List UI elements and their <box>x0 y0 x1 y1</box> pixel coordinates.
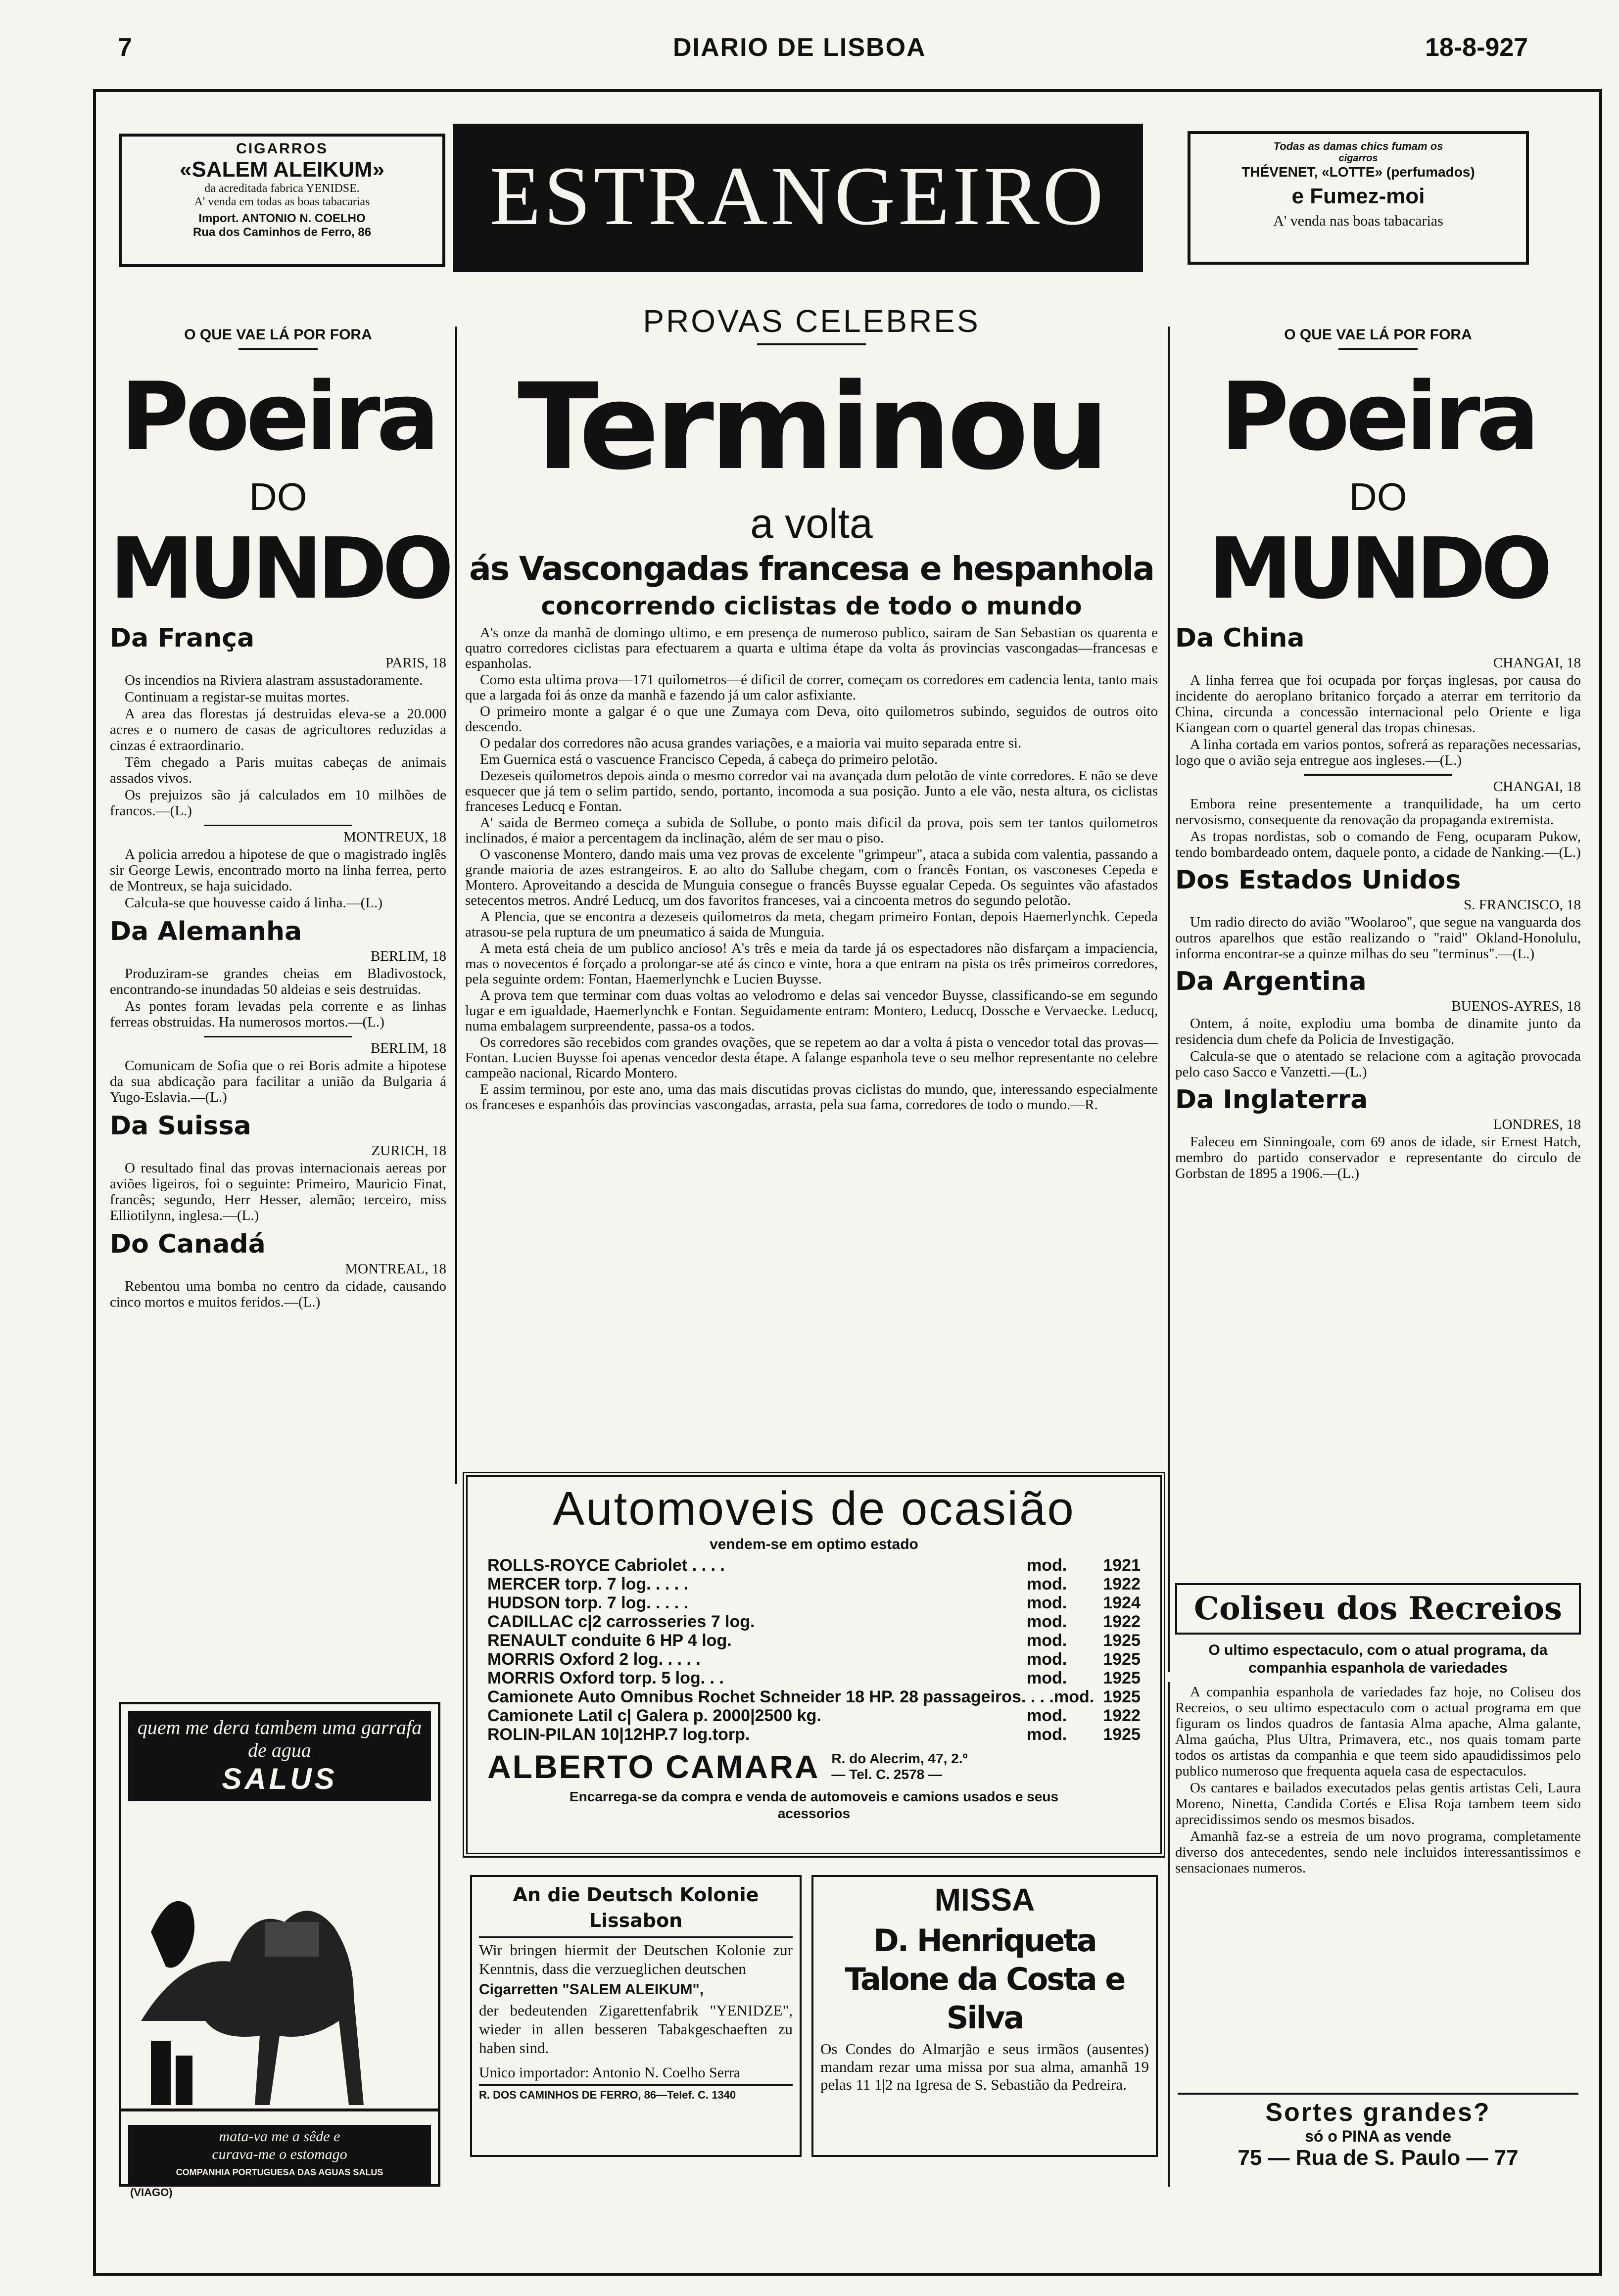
vehicle-row <box>487 1725 1141 1744</box>
article-body <box>1175 1016 1581 1080</box>
vehicle-name: Camionete Latil c| Galera p. 2000|2500 kg. <box>487 1706 821 1725</box>
section-heading: Da China <box>1175 623 1305 653</box>
vehicle-list <box>487 1556 1141 1744</box>
paragraph: Faleceu em Sinningoale, com 69 anos de idade, sir Ernest Hatch, membro do partido conservador e representante do circulo de Gorbstan de 1895 a 1906.—(L.) <box>1175 1134 1581 1181</box>
ad-line: mata-va me a sêde e <box>219 2128 340 2145</box>
vehicle-year: 1922 <box>1103 1575 1141 1593</box>
section-heading: Da França <box>110 623 255 653</box>
paragraph: A linha ferrea que foi ocupada por forças inglesas, por causa do incidente do aeroplano britanico forçado a aterrar em territorio da China, circunda a concessão internacional pelo Oriente e liga Kiangean com o quartel general das tropas chinesas. <box>1175 672 1581 736</box>
column-headline-do: DO <box>249 475 307 518</box>
section-heading: Da Inglaterra <box>1175 1085 1368 1115</box>
paragraph: Ontem, á noite, explodiu uma bomba de dinamite junto da residencia dum chefe da Policia de Investigação. <box>1175 1016 1581 1047</box>
paragraph: A prova tem que terminar com duas voltas ao velodromo e delas sai vencedor Buysse, classificando-se em segundo lugar e em igualdade, Haemerlynchk e Fontan. Seguidamente entram: Montero, Leducq, Dossche e Vervaecke. Leducq, numa embalagem surpreendente, passa-os a todos. <box>465 987 1158 1034</box>
paragraph: Em Guernica está o vascuence Francisco Cepeda, á cabeça do primeiro pelotão. <box>480 751 938 767</box>
article-body <box>1175 672 1581 768</box>
ad-rule <box>479 2084 793 2086</box>
vehicle-year: 1924 <box>1103 1593 1141 1612</box>
section-banner <box>453 124 1143 272</box>
paragraph: A's onze da manhã de domingo ultimo, e em presença de numeroso publico, sairam de San Sebastian os quarenta e quatro corredores ciclistas para efectuarem a quarta e ultima étape da volta ás provincias vascongadas—francesas e espanholas. <box>465 625 1158 671</box>
center-kicker: PROVAS CELEBRES <box>643 303 980 339</box>
vehicle-model-label: mod. <box>1027 1612 1067 1631</box>
ad-line: A' venda nas boas tabacarias <box>1273 213 1443 229</box>
paragraph: Têm chegado a Paris muitas cabeças de animais assados vivos. <box>110 754 446 786</box>
vehicle-name: RENAULT conduite 6 HP 4 log. <box>487 1631 732 1650</box>
article-body <box>1175 796 1581 860</box>
article-body <box>1175 914 1581 962</box>
notice-title: MISSA <box>934 1882 1035 1918</box>
paragraph: Os corredores são recebidos com grandes ovações, que se repetem ao dar a volta á pista o vencedor total das provas—Fontan. Lucien Buysse foi apenas vencedor desta étape. A falange espanhola teve o seu melhor representante no celebre campeão nacional, Ricardo Montero. <box>465 1034 1158 1081</box>
center-headline: Terminou <box>518 358 1105 496</box>
vehicle-row <box>487 1631 1141 1650</box>
paragraph: A policia arredou a hipotese de que o magistrado inglês sir George Lewis, encontrado morto na linha ferrea, perto de Montreux, se haja suicidado. <box>110 846 446 894</box>
center-subhead: a volta <box>750 500 873 547</box>
notice-text: Os Condes do Almarjão e seus irmãos (ausentes) mandam rezar uma missa por sua alma, amanhã 19 pelas 11 1|2 na Igresa de S. Sebastião da Pedreira. <box>820 2040 1149 2093</box>
section-heading: Do Canadá <box>110 1229 266 1259</box>
vehicle-name: CADILLAC c|2 carrosseries 7 log. <box>487 1612 755 1631</box>
paragraph: A companhia espanhola de variedades faz hoje, no Coliseu dos Recreios, o seu ultimo espectaculo com o actual programa em que figuram os lindos quadros de fantasia Alma apache, Alma galante, Alma gaúcha, Plus Ultra, Primavera, etc., nos quais tomam parte todos os artistas da companhia e que teem sido apaudidissimos pelo publico numeroso que frequenta aquela casa de espectaculos. <box>1175 1684 1581 1779</box>
dateline: MONTREUX, 18 <box>343 829 446 845</box>
dateline: PARIS, 18 <box>385 655 446 671</box>
ad-title: An die Deutsch Kolonie Lissabon <box>513 1884 759 1931</box>
ad-phone: — Tel. C. 2578 — <box>831 1767 942 1782</box>
dateline: BERLIM, 18 <box>370 1040 446 1056</box>
column-headline-do: DO <box>1349 475 1407 518</box>
separator <box>204 1036 352 1037</box>
newspaper-title: DIARIO DE LISBOA <box>673 33 926 62</box>
vehicle-name: ROLLS-ROYCE Cabriolet . . . . <box>487 1556 725 1575</box>
center-subhead: concorrendo ciclistas de todo o mundo <box>541 592 1082 620</box>
ad-line: da acreditada fabrica YENIDSE. <box>204 182 360 195</box>
separator <box>204 825 352 826</box>
vehicle-year: 1925 <box>1103 1687 1141 1706</box>
ad-seller: ALBERTO CAMARA <box>487 1748 820 1785</box>
vehicle-row <box>487 1593 1141 1612</box>
paragraph: Os prejuizos são já calculados em 10 milhões de francos.—(L.) <box>110 787 446 819</box>
issue-date: 18-8-927 <box>1425 33 1528 62</box>
ad-line: 75 — Rua de S. Paulo — 77 <box>1238 2146 1519 2170</box>
vehicle-year: 1922 <box>1103 1612 1141 1631</box>
paragraph: O resultado final das provas internacionais aereas por aviões ligeiros, foi o seguinte: Primeiro, Mauricio Finat, francês; segundo, Herr Hesser, alemão; terceiro, miss Elliotilynn, inglesa.—(L.) <box>110 1160 446 1223</box>
vehicle-row <box>487 1687 1141 1706</box>
paragraph: Rebentou uma bomba no centro da cidade, causando cinco mortos e muitos feridos.—(L.) <box>110 1278 446 1310</box>
ad-line: Rua dos Caminhos de Ferro, 86 <box>192 226 372 239</box>
ad-line: A' venda em todas as boas tabacarias <box>194 195 370 208</box>
salem-aleikum-ad <box>119 134 445 267</box>
vehicle-model-label: mod. <box>1027 1669 1067 1687</box>
right-column <box>1175 317 1581 1182</box>
vehicle-year: 1921 <box>1103 1556 1141 1575</box>
kicker-ornament <box>757 343 866 345</box>
column-kicker: O QUE VAE LÁ POR FORA <box>184 327 372 343</box>
paragraph: O pedalar dos corredores não acusa grandes variações, e a maioria vai muito separada entre si. <box>480 735 1022 751</box>
ad-brand: «SALEM ALEIKUM» <box>180 157 384 182</box>
ad-address: R. DOS CAMINHOS DE FERRO, 86—Telef. C. 1340 <box>479 2089 736 2101</box>
paragraph: As pontes foram levadas pela corrente e as linhas ferreas obstruidas. Ha numerosos mortos.—(L.) <box>110 998 446 1030</box>
article-body <box>110 966 446 1030</box>
ad-title: Automoveis de ocasião <box>553 1482 1075 1535</box>
article-body <box>1175 1134 1581 1181</box>
column-headline-mundo: MUNDO <box>1208 520 1548 618</box>
ad-text: Wir bringen hiermit der Deutschen Kolonie zur Kenntnis, dass die verzueglichen deutschen <box>479 1941 793 1977</box>
vehicle-model-label: mod. <box>1027 1706 1067 1725</box>
article-body <box>110 672 446 819</box>
paragraph: Calcula-se que houvesse caido á linha.—(L.) <box>125 895 383 911</box>
dateline: LONDRES, 18 <box>1493 1117 1581 1132</box>
vehicle-model-label: mod. <box>1027 1650 1067 1669</box>
paragraph: A linha cortada em varios pontos, sofrerá as reparações necessarias, logo que o avião seja entregue aos ingleses.—(L.) <box>1175 737 1581 768</box>
vehicle-name: MERCER torp. 7 log. . . . . <box>487 1575 689 1593</box>
ad-rule <box>479 1936 793 1938</box>
left-column <box>110 317 449 1311</box>
section-heading: Da Argentina <box>1175 967 1367 996</box>
ad-importer: Unico importador: Antonio N. Coelho Serra <box>479 2064 741 2081</box>
article-body <box>110 1160 446 1223</box>
notice-name: D. Henriqueta Talone da Costa e Silva <box>845 1922 1125 2036</box>
center-column <box>465 297 1158 1114</box>
ad-line: cigarros <box>1338 153 1378 164</box>
vehicle-model-label: mod. <box>1027 1556 1067 1575</box>
article-body <box>110 1058 446 1105</box>
section-heading: Da Suissa <box>110 1111 251 1141</box>
column-divider <box>455 327 457 1484</box>
vehicle-row <box>487 1556 1141 1575</box>
column-headline-mundo: MUNDO <box>110 520 449 618</box>
dateline: ZURICH, 18 <box>371 1143 446 1159</box>
vehicle-year: 1925 <box>1103 1669 1141 1687</box>
section-heading: Da Alemanha <box>110 917 302 946</box>
column-headline: Poeira <box>1220 362 1536 471</box>
paragraph: Continuam a registar-se muitas mortes. <box>125 689 350 705</box>
vehicle-name: MORRIS Oxford 2 log. . . . . <box>487 1650 701 1669</box>
article-body <box>1175 1684 1581 1876</box>
vehicle-name: HUDSON torp. 7 log. . . . . <box>487 1593 689 1612</box>
ad-subtitle: vendem-se em optimo estado <box>710 1536 918 1552</box>
paragraph: Os incendios na Riviera alastram assustadoramente. <box>125 672 423 688</box>
salus-water-ad <box>119 1702 440 2199</box>
paragraph: Amanhã faz-se a estreia de um novo programa, completamente diverso dos antecedentes, sendo nele incluidos interessantissimos e sensacionaes numeros. <box>1175 1828 1581 1876</box>
paragraph: Como esta ultima prova—171 quilometros—é dificil de correr, começam os corredores em cadencia lenta, tanto mais que a largada foi ás onze da manhã e fazendo já um calor asfixiante. <box>465 672 1158 703</box>
dateline: CHANGAI, 18 <box>1493 655 1581 671</box>
ad-line: só o PINA as vende <box>1305 2127 1451 2145</box>
vehicle-row <box>487 1650 1141 1669</box>
sortes-ad <box>1178 2093 1578 2170</box>
article-body <box>110 1278 446 1310</box>
ad-address: R. do Alecrim, 47, 2.º <box>831 1751 968 1766</box>
vehicle-model-label: mod. <box>1054 1687 1095 1706</box>
german-colony-ad <box>470 1875 802 2157</box>
paragraph: A Plencia, que se encontra a dezeseis quilometros da meta, chegam primeiro Fontan, depois Haemerlynchk. Cepeda atrasou-se pela ruptura de um pneumatico á saida de Munguia. <box>465 909 1158 940</box>
coliseu-title: Coliseu dos Recreios <box>1194 1590 1562 1627</box>
dateline: CHANGAI, 18 <box>1493 779 1581 795</box>
ad-line: (VIAGO) <box>130 2186 173 2199</box>
vehicle-model-label: mod. <box>1027 1725 1067 1744</box>
article-body <box>465 625 1158 1113</box>
vehicle-name: ROLIN-PILAN 10|12HP.7 log.torp. <box>487 1725 750 1744</box>
vehicle-year: 1925 <box>1103 1725 1141 1744</box>
camel-illustration <box>121 1808 438 2125</box>
coliseu-subhead: O ultimo espectaculo, com o atual programa, da companhia espanhola de variedades <box>1208 1642 1548 1676</box>
section-heading: Dos Estados Unidos <box>1175 865 1461 895</box>
vehicle-row <box>487 1706 1141 1725</box>
ad-line: CIGARROS <box>236 141 328 157</box>
column-divider <box>1168 327 1170 1672</box>
vehicle-model-label: mod. <box>1027 1631 1067 1650</box>
paragraph: E assim terminou, por este ano, uma das mais discutidas provas ciclistas do mundo, que, interessando especialmente os franceses e espanhóis das provincias vascongadas, arrasta, pela sua fama, corredores de todo o mundo.—R. <box>465 1081 1158 1113</box>
vehicle-year: 1922 <box>1103 1706 1141 1725</box>
column-kicker: O QUE VAE LÁ POR FORA <box>1284 327 1472 343</box>
paragraph: Produziram-se grandes cheias em Bladivostock, encontrando-se inundadas 50 aldeias e seis destruidas. <box>110 966 446 997</box>
paragraph: Comunicam de Sofia que o rei Boris admite a hipotese da sua abdicação para facilitar a união da Bulgaria á Yugo-Eslavia.—(L.) <box>110 1058 446 1105</box>
ad-slogan <box>128 1711 431 1801</box>
ad-text: der bedeutenden Zigarettenfabrik "YENIDZE", wieder in allen besseren Tabakgeschaeften zu haben sind. <box>479 2002 793 2057</box>
dateline: BUENOS-AYRES, 18 <box>1451 998 1581 1014</box>
ad-tagline <box>128 2125 431 2184</box>
coliseu-section <box>1175 1583 1581 1877</box>
vehicle-row <box>487 1612 1141 1631</box>
dateline: BERLIM, 18 <box>370 948 446 964</box>
missa-notice <box>811 1875 1158 2157</box>
ad-brand: e Fumez-moi <box>1291 184 1425 208</box>
automoveis-ad <box>463 1472 1165 1858</box>
ad-line: curava-me o estomago <box>212 2146 347 2162</box>
coliseu-title-box <box>1175 1583 1581 1635</box>
page-number: 7 <box>118 33 132 62</box>
lotte-cigarettes-ad <box>1188 131 1529 265</box>
ad-line: Import. ANTONIO N. COELHO <box>198 212 366 225</box>
paragraph: A meta está cheia de um publico ancioso! A's três e meia da tarde já os espectadores não disfarçam a impaciencia, mas o novecentos é forçado a prolongar-se até ás cinco e vinte, hora a que entram na pista os três primeiros corredores, pela seguinte ordem: Fontan, Haemerlynchk e Lucien Buysse. <box>465 940 1158 987</box>
dateline: MONTREAL, 18 <box>345 1261 446 1277</box>
section-title: ESTRANGEIRO <box>489 149 1106 242</box>
paragraph: O vasconense Montero, dando mais uma vez provas de excelente "grimpeur", ataca a subida com valentia, passando a grande maioria de azes estrangeiros. E ao alto do Sallube chegam, com o francês Fontan, os vasconeses Cepeda e Montero. Aproveitando a descida de Munguia consegue o francês Buysse egualar Cepeda. Os seguintes vão afastados setecentos metros. André Leducq, um dos favoritos franceses, vai a cincoenta metros do segundo pelotão. <box>465 846 1158 908</box>
paragraph: A' saida de Bermeo começa a subida de Sollube, o ponto mais dificil da prova, pois sem ter tantos quilometros inclinados, é maior a percentagem da inclinação, além de ser mau o piso. <box>465 815 1158 846</box>
column-headline: Poeira <box>120 362 436 471</box>
separator <box>1304 774 1452 776</box>
ad-line: Sortes grandes? <box>1265 2098 1491 2127</box>
ad-footer: Encarrega-se da compra e venda de automoveis e camions usados e seus acessorios <box>569 1789 1059 1821</box>
paragraph: Embora reine presentemente a tranquilidade, ha um certo nervosismo, consequente da renovação da propaganda extremista. <box>1175 796 1581 828</box>
paragraph: Os cantares e bailados executados pelas gentis artistas Celi, Laura Moreno, Ninetta, Candida Cortés e Elisa Roja tambem teem sido aprecidissimos sendo os mesmos bisados. <box>1175 1780 1581 1827</box>
ad-product: Cigarretten "SALEM ALEIKUM", <box>479 1981 704 1998</box>
ad-company: COMPANHIA PORTUGUESA DAS AGUAS SALUS <box>176 2167 383 2177</box>
paragraph: Dezeseis quilometros depois ainda o mesmo corredor vai na avançada dum pelotão de vinte corredores. E não se deve esquecer que já tem o selim partido, sendo, portanto, incomoda a sua posição. Junto a ele vão, nesta altura, os ciclistas franceses Leducq e Fontan. <box>465 768 1158 814</box>
paragraph: Calcula-se que o atentado se relacione com a agitação provocada pelo caso Sacco e Vanzetti.—(L.) <box>1175 1048 1581 1080</box>
paragraph: O primeiro monte a galgar é o que une Zumaya com Deva, oito quilometros subindo, seguidos de outros oito descendo. <box>465 703 1158 735</box>
ad-brand: SALUS <box>222 1762 337 1795</box>
vehicle-name: Camionete Auto Omnibus Rochet Schneider 18 HP. 28 passageiros. . . . <box>487 1687 1054 1706</box>
vehicle-model-label: mod. <box>1027 1593 1067 1612</box>
paragraph: As tropas nordistas, sob o comando de Feng, ocuparam Pukow, tendo bombardeado ontem, daquele ponto, a cidade de Nanking.—(L.) <box>1175 829 1581 860</box>
kicker-ornament <box>1338 348 1418 350</box>
paragraph: Um radio directo do avião "Woolaroo", que segue na vanguarda dos outros aparelhos que estão realizando o "raid" Okland-Honolulu, informa encontrar-se a quinze milhas do seu "terminus".—(L.) <box>1175 914 1581 962</box>
ad-line: Todas as damas chics fumam os <box>1273 140 1443 152</box>
column-divider <box>1168 1682 1170 2187</box>
vehicle-row <box>487 1575 1141 1593</box>
dateline: S. FRANCISCO, 18 <box>1464 897 1581 913</box>
center-subhead: ás Vascongadas francesa e hespanhola <box>469 550 1154 588</box>
article-body <box>110 846 446 911</box>
paragraph: A area das florestas já destruidas eleva-se a 20.000 acres e o numero de casas de agricultores reduzidas a cinzas é extraordinario. <box>110 706 446 753</box>
vehicle-year: 1925 <box>1103 1631 1141 1650</box>
kicker-ornament <box>238 348 318 350</box>
vehicle-name: MORRIS Oxford torp. 5 log. . . <box>487 1669 724 1687</box>
vehicle-row <box>487 1669 1141 1687</box>
ad-line: THÉVENET, «LOTTE» (perfumados) <box>1241 164 1475 180</box>
vehicle-model-label: mod. <box>1027 1575 1067 1593</box>
ad-line: quem me dera tambem uma garrafa de agua <box>137 1716 422 1761</box>
vehicle-year: 1925 <box>1103 1650 1141 1669</box>
